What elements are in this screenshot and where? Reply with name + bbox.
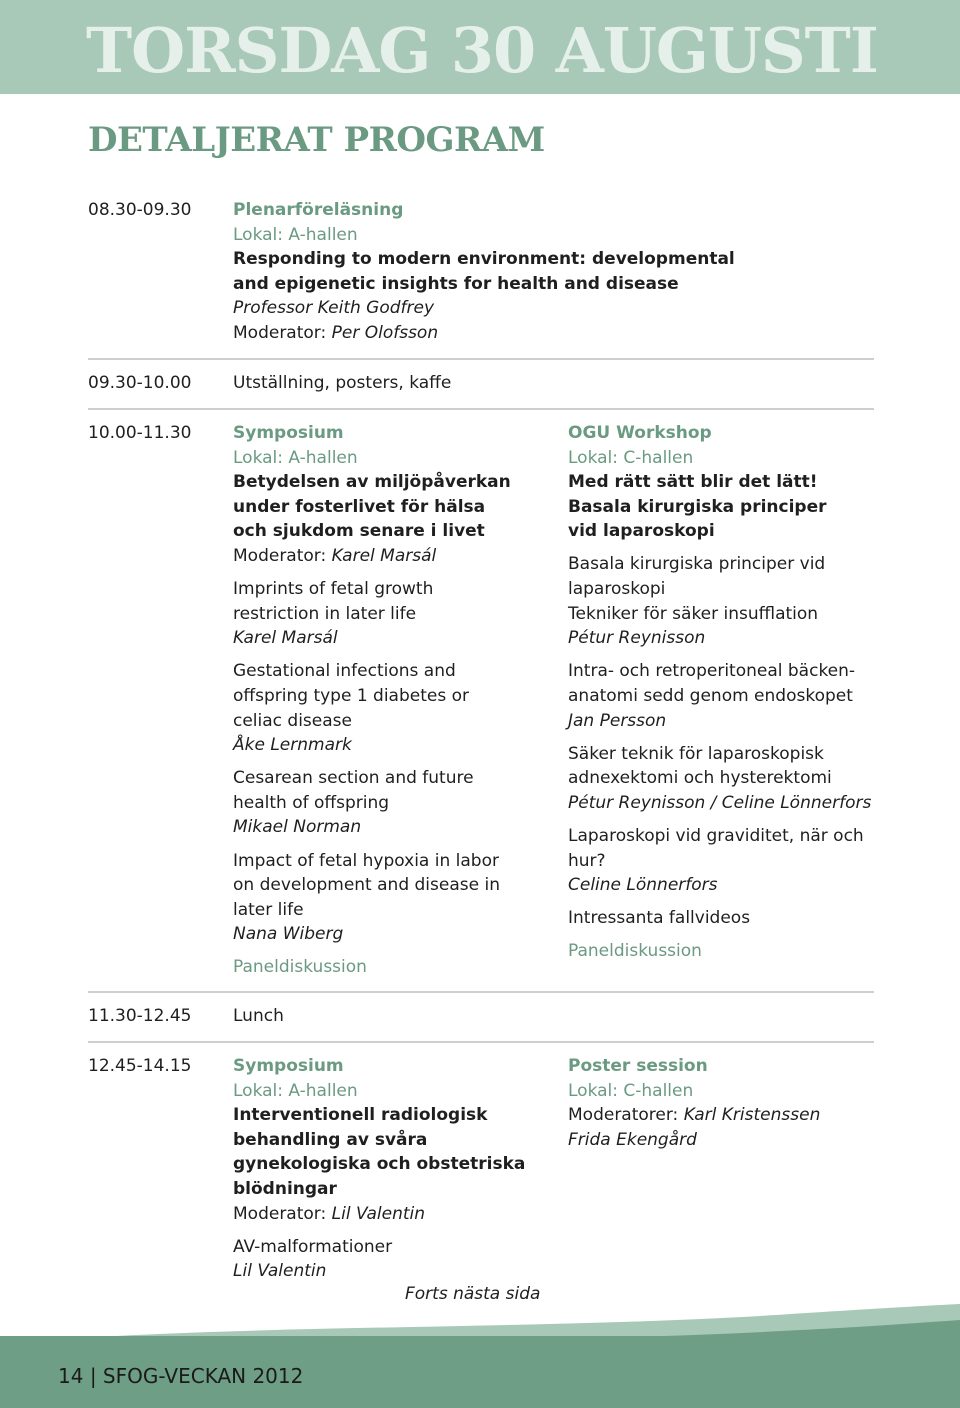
slot-time: 12.45-14.15 bbox=[88, 1056, 192, 1076]
moderator-label: Moderator: bbox=[233, 1203, 332, 1224]
talk-speaker: Jan Persson bbox=[568, 710, 667, 731]
talk-speaker: Karel Marsál bbox=[233, 628, 338, 649]
talk-title-line: hur? bbox=[568, 850, 606, 871]
symposium-title-line: gynekologiska och obstetriska bbox=[233, 1154, 526, 1175]
lunch-text: Lunch bbox=[233, 1006, 284, 1026]
footer-text bbox=[58, 1364, 303, 1388]
divider bbox=[88, 358, 874, 360]
talk-title-line: laparoskopi bbox=[568, 579, 666, 600]
slot-time: 10.00-11.30 bbox=[88, 423, 192, 443]
talk-title-line: Säker teknik för laparoskopisk bbox=[568, 743, 824, 764]
section-title: DETALJERAT PROGRAM bbox=[88, 120, 545, 160]
speaker: Professor Keith Godfrey bbox=[233, 298, 435, 319]
symposium-block bbox=[233, 1054, 525, 1284]
talk-speaker: Åke Lernmark bbox=[233, 735, 352, 756]
symposium-title-line: och sjukdom senare i livet bbox=[233, 521, 485, 542]
talk-speaker: Lil Valentin bbox=[233, 1261, 327, 1282]
publication-name: SFOG-VECKAN 2012 bbox=[102, 1364, 304, 1388]
workshop-block bbox=[568, 421, 871, 964]
lecture-title-line: Responding to modern environment: developmental bbox=[233, 249, 735, 270]
moderator bbox=[233, 321, 735, 346]
session-type: Poster session bbox=[568, 1056, 708, 1076]
moderator-name: Lil Valentin bbox=[331, 1203, 426, 1224]
moderator-name: Per Olofsson bbox=[331, 322, 439, 343]
session-type: OGU Workshop bbox=[568, 423, 712, 443]
talk-speaker: Nana Wiberg bbox=[233, 924, 344, 945]
talk-title-line: Cesarean section and future bbox=[233, 768, 474, 789]
moderator-name: Frida Ekengård bbox=[568, 1129, 697, 1150]
divider bbox=[88, 991, 874, 993]
session-location: Lokal: C-hallen bbox=[568, 447, 694, 468]
symposium-title-line: Interventionell radiologisk bbox=[233, 1105, 488, 1126]
moderator-label: Moderator: bbox=[233, 545, 332, 566]
talk-title-line: health of offspring bbox=[233, 792, 390, 813]
talk-title-line: Intressanta fallvideos bbox=[568, 908, 751, 929]
talk-title-line: Impact of fetal hypoxia in labor bbox=[233, 850, 499, 871]
talk-speaker: Celine Lönnerfors bbox=[568, 875, 718, 896]
slot-time: 09.30-10.00 bbox=[88, 373, 192, 393]
talk-title-line: Gestational infections and bbox=[233, 661, 456, 682]
talk-title-line: Intra- och retroperitoneal bäcken- bbox=[568, 661, 856, 682]
panel-discussion: Paneldiskussion bbox=[568, 941, 702, 962]
talk-title-line: AV-malformationer bbox=[233, 1236, 393, 1257]
talk-title-line: on development and disease in bbox=[233, 875, 500, 896]
plenary-block bbox=[233, 198, 735, 346]
moderator bbox=[233, 1202, 525, 1227]
talk-title-line: Imprints of fetal growth bbox=[233, 579, 434, 600]
continued-note: Forts nästa sida bbox=[405, 1284, 541, 1304]
header-banner bbox=[0, 0, 960, 94]
moderator-label: Moderator: bbox=[233, 322, 332, 343]
workshop-title-line: Basala kirurgiska principer bbox=[568, 496, 827, 517]
talk-title-line: offspring type 1 diabetes or bbox=[233, 685, 469, 706]
divider bbox=[88, 1041, 874, 1043]
symposium-title-line: blödningar bbox=[233, 1178, 337, 1199]
talk-title-line: Laparoskopi vid graviditet, när och bbox=[568, 825, 864, 846]
moderator bbox=[233, 544, 511, 569]
poster-session-block bbox=[568, 1054, 820, 1152]
session-location: Lokal: A-hallen bbox=[233, 224, 358, 245]
talk-speaker: Pétur Reynisson bbox=[568, 628, 706, 649]
session-location: Lokal: A-hallen bbox=[233, 447, 358, 468]
symposium-title-line: behandling av svåra bbox=[233, 1129, 428, 1150]
talk-title-line: anatomi sedd genom endoskopet bbox=[568, 685, 853, 706]
symposium-block bbox=[233, 421, 511, 980]
moderator-name: Karl Kristenssen bbox=[683, 1105, 821, 1126]
session-type: Symposium bbox=[233, 1056, 344, 1076]
lunch-block bbox=[233, 1004, 284, 1029]
talk-title-line: Tekniker för säker insufflation bbox=[568, 603, 819, 624]
session-type: Plenarföreläsning bbox=[233, 200, 404, 220]
moderator-name: Karel Marsál bbox=[331, 545, 437, 566]
session-location: Lokal: C-hallen bbox=[568, 1080, 694, 1101]
footer-separator: | bbox=[89, 1364, 97, 1388]
talk-title-line: restriction in later life bbox=[233, 603, 417, 624]
break-block bbox=[233, 371, 451, 396]
talk-title-line: celiac disease bbox=[233, 710, 352, 731]
banner-title: TORSDAG 30 AUGUSTI bbox=[86, 14, 878, 87]
talk-speaker: Pétur Reynisson / Celine Lönnerfors bbox=[568, 792, 872, 813]
moderators bbox=[568, 1103, 820, 1128]
moderator-label: Moderatorer: bbox=[568, 1105, 684, 1126]
talk-title-line: adnexektomi och hysterektomi bbox=[568, 768, 832, 789]
talk-title-line: later life bbox=[233, 899, 304, 920]
slot-time: 08.30-09.30 bbox=[88, 200, 192, 220]
talk-title-line: Basala kirurgiska principer vid bbox=[568, 554, 826, 575]
session-location: Lokal: A-hallen bbox=[233, 1080, 358, 1101]
divider bbox=[88, 408, 874, 410]
page-number: 14 bbox=[58, 1364, 84, 1388]
panel-discussion: Paneldiskussion bbox=[233, 957, 367, 978]
break-text: Utställning, posters, kaffe bbox=[233, 373, 452, 393]
session-type: Symposium bbox=[233, 423, 344, 443]
symposium-title-line: under fosterlivet för hälsa bbox=[233, 496, 486, 517]
workshop-title-line: vid laparoskopi bbox=[568, 521, 715, 542]
symposium-title-line: Betydelsen av miljöpåverkan bbox=[233, 472, 511, 493]
lecture-title-line: and epigenetic insights for health and disease bbox=[233, 273, 679, 294]
workshop-title-line: Med rätt sätt blir det lätt! bbox=[568, 472, 818, 493]
talk-speaker: Mikael Norman bbox=[233, 817, 362, 838]
slot-time: 11.30-12.45 bbox=[88, 1006, 192, 1026]
